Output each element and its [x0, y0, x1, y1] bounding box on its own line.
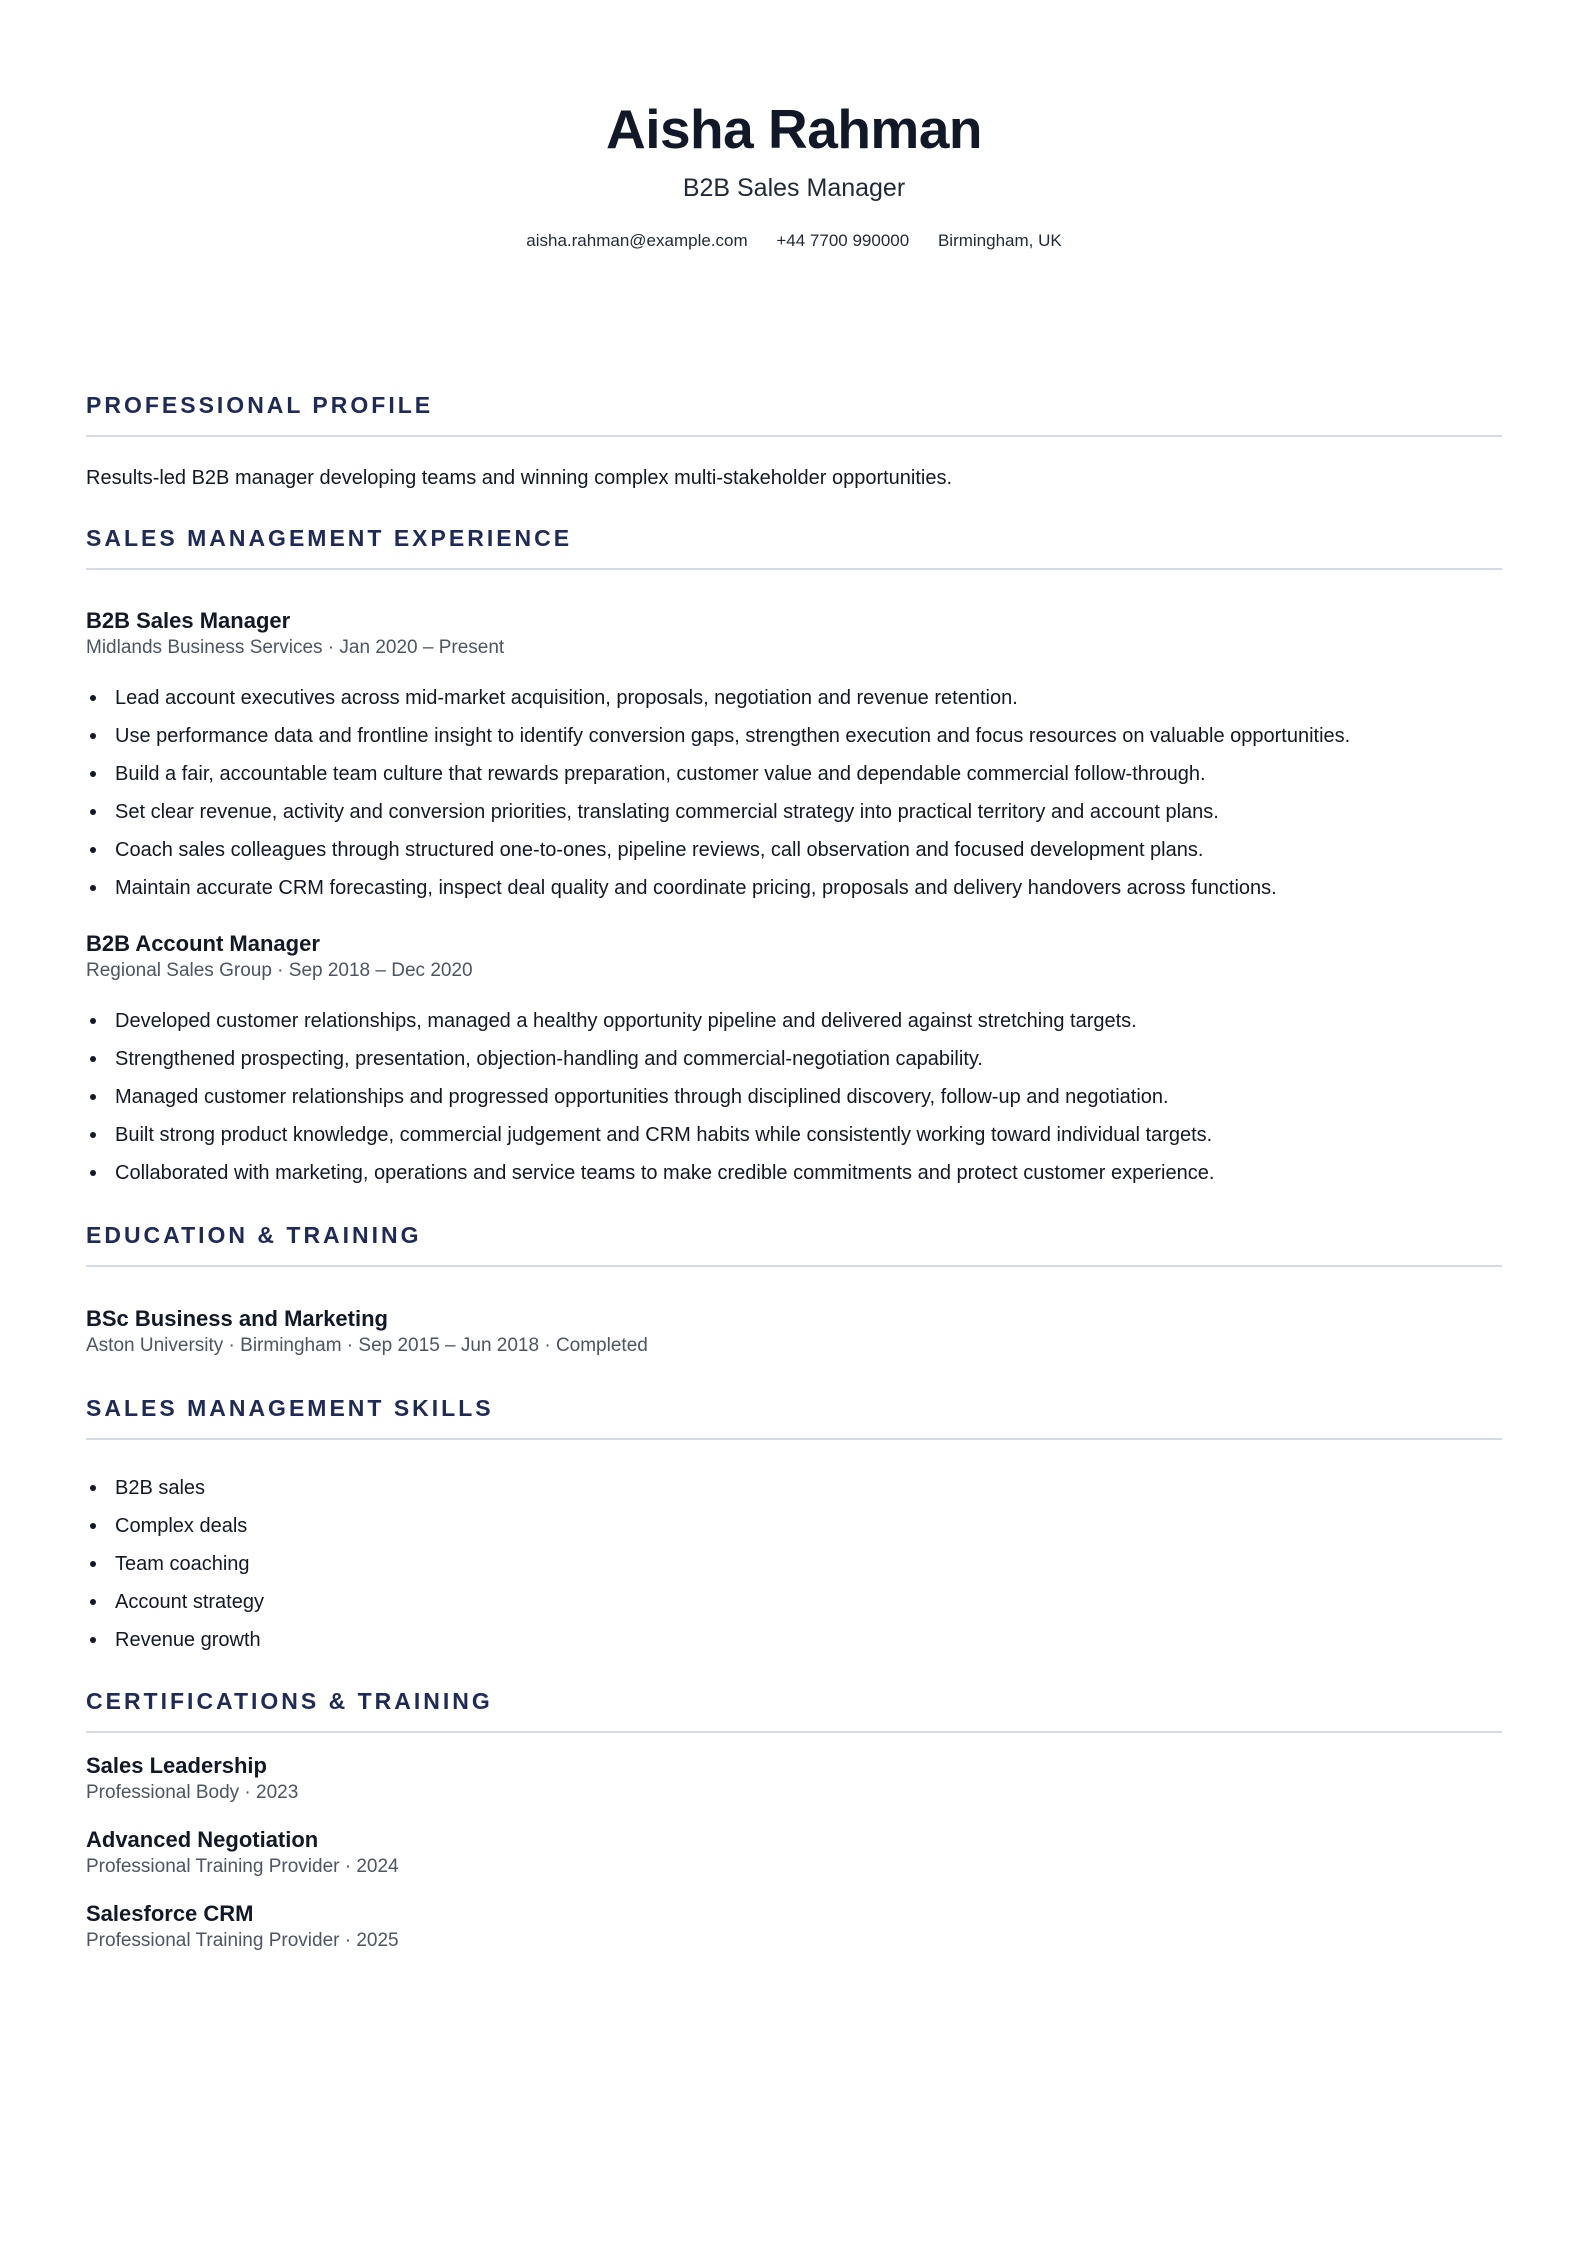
bullet-dot — [90, 1018, 96, 1024]
job-entry — [86, 930, 1502, 1192]
bullet-item — [86, 1116, 1502, 1154]
bullet-item — [86, 1154, 1502, 1192]
contact-phone[interactable]: +44 7700 990000 — [776, 231, 910, 250]
contact-line — [86, 230, 1502, 252]
bullet-item — [86, 1040, 1502, 1078]
bullet-text: Set clear revenue, activity and conversion priorities, translating commercial strategy into practical territory and account plans. — [115, 801, 1219, 823]
education-section — [86, 1220, 1502, 1267]
skills-section — [86, 1393, 1502, 1440]
skill-text: Team coaching — [115, 1553, 250, 1575]
section-divider — [86, 435, 1502, 437]
education-title: BSc Business and Marketing — [86, 1306, 388, 1331]
bullet-item — [86, 1002, 1502, 1040]
skill-item — [86, 1583, 1502, 1621]
section-divider — [86, 1438, 1502, 1440]
bullet-dot — [90, 1637, 96, 1643]
bullet-dot — [90, 847, 96, 853]
bullet-dot — [90, 1170, 96, 1176]
profile-text: Results-led B2B manager developing teams and winning complex multi-stakeholder opportunities. — [86, 467, 953, 489]
skill-text: Revenue growth — [115, 1629, 261, 1651]
bullet-item — [86, 831, 1502, 869]
bullet-text: Collaborated with marketing, operations and service teams to make credible commitments and protect customer experience. — [115, 1162, 1215, 1184]
profile-section — [86, 390, 1502, 492]
certification-entry — [86, 1900, 1502, 1954]
bullet-item — [86, 717, 1502, 755]
job-meta: Regional Sales Group · Sep 2018 – Dec 2020 — [86, 960, 473, 981]
skill-item — [86, 1469, 1502, 1507]
section-heading-experience: SALES MANAGEMENT EXPERIENCE — [86, 525, 573, 551]
skills-list-wrap — [86, 1469, 1502, 1659]
contact-location: Birmingham, UK — [937, 231, 1062, 250]
bullet-dot — [90, 733, 96, 739]
bullet-dot — [90, 809, 96, 815]
section-heading-education: EDUCATION & TRAINING — [86, 1222, 422, 1248]
bullet-text: Strengthened prospecting, presentation, objection-handling and commercial-negotiation capability. — [115, 1048, 983, 1070]
bullet-dot — [90, 771, 96, 777]
certification-meta: Professional Training Provider · 2025 — [86, 1930, 399, 1951]
certifications-section — [86, 1686, 1502, 1733]
bullet-dot — [90, 1056, 96, 1062]
candidate-title: B2B Sales Manager — [682, 174, 906, 202]
certification-meta: Professional Body · 2023 — [86, 1782, 299, 1803]
skill-item — [86, 1545, 1502, 1583]
bullet-dot — [90, 1523, 96, 1529]
bullet-text: Coach sales colleagues through structured one-to-ones, pipeline reviews, call observation and focused development plans. — [115, 839, 1204, 861]
section-divider — [86, 1265, 1502, 1267]
skill-item — [86, 1507, 1502, 1545]
bullet-dot — [90, 1599, 96, 1605]
certification-title: Salesforce CRM — [86, 1901, 254, 1926]
skill-text: Account strategy — [115, 1591, 264, 1613]
skill-text: Complex deals — [115, 1515, 248, 1537]
job-title: B2B Account Manager — [86, 931, 320, 956]
candidate-name: Aisha Rahman — [605, 98, 983, 160]
bullet-dot — [90, 1485, 96, 1491]
bullet-item — [86, 1078, 1502, 1116]
certification-title: Advanced Negotiation — [86, 1827, 319, 1852]
bullet-dot — [90, 695, 96, 701]
job-title: B2B Sales Manager — [86, 608, 291, 633]
bullet-text: Maintain accurate CRM forecasting, inspect deal quality and coordinate pricing, proposals and delivery handovers across functions. — [115, 877, 1277, 899]
bullet-dot — [90, 885, 96, 891]
certification-entry — [86, 1826, 1502, 1880]
skill-item — [86, 1621, 1502, 1659]
bullet-dot — [90, 1132, 96, 1138]
bullet-text: Use performance data and frontline insight to identify conversion gaps, strengthen execution and focus resources on valuable opportunities. — [115, 725, 1351, 747]
bullet-text: Managed customer relationships and progressed opportunities through disciplined discovery, follow-up and negotiation. — [115, 1086, 1169, 1108]
skill-text: B2B sales — [115, 1477, 206, 1499]
bullet-text: Developed customer relationships, managed a healthy opportunity pipeline and delivered against stretching targets. — [115, 1010, 1137, 1032]
certification-entry — [86, 1752, 1502, 1806]
bullet-item — [86, 679, 1502, 717]
education-meta: Aston University · Birmingham · Sep 2015 – Jun 2018 · Completed — [86, 1335, 648, 1356]
resume-header — [86, 0, 1502, 252]
job-entry — [86, 607, 1502, 907]
bullet-item — [86, 755, 1502, 793]
section-divider — [86, 1731, 1502, 1733]
bullet-item — [86, 793, 1502, 831]
bullet-item — [86, 869, 1502, 907]
experience-section — [86, 523, 1502, 570]
bullet-text: Built strong product knowledge, commercial judgement and CRM habits while consistently working toward individual targets. — [115, 1124, 1213, 1146]
section-heading-skills: SALES MANAGEMENT SKILLS — [86, 1395, 494, 1421]
certification-title: Sales Leadership — [86, 1753, 267, 1778]
section-divider — [86, 568, 1502, 570]
bullet-text: Lead account executives across mid-market acquisition, proposals, negotiation and revenue retention. — [115, 687, 1018, 709]
job-bullets — [86, 679, 1502, 907]
job-bullets — [86, 1002, 1502, 1192]
section-heading-profile: PROFESSIONAL PROFILE — [86, 392, 434, 418]
certification-meta: Professional Training Provider · 2024 — [86, 1856, 399, 1877]
education-entry — [86, 1305, 1502, 1359]
skills-list — [86, 1469, 1502, 1659]
contact-email[interactable]: aisha.rahman@example.com — [526, 231, 748, 250]
section-heading-certifications: CERTIFICATIONS & TRAINING — [86, 1688, 493, 1714]
job-meta: Midlands Business Services · Jan 2020 – Present — [86, 637, 505, 658]
bullet-dot — [90, 1561, 96, 1567]
bullet-text: Build a fair, accountable team culture that rewards preparation, customer value and dependable commercial follow-through. — [115, 763, 1206, 785]
bullet-dot — [90, 1094, 96, 1100]
